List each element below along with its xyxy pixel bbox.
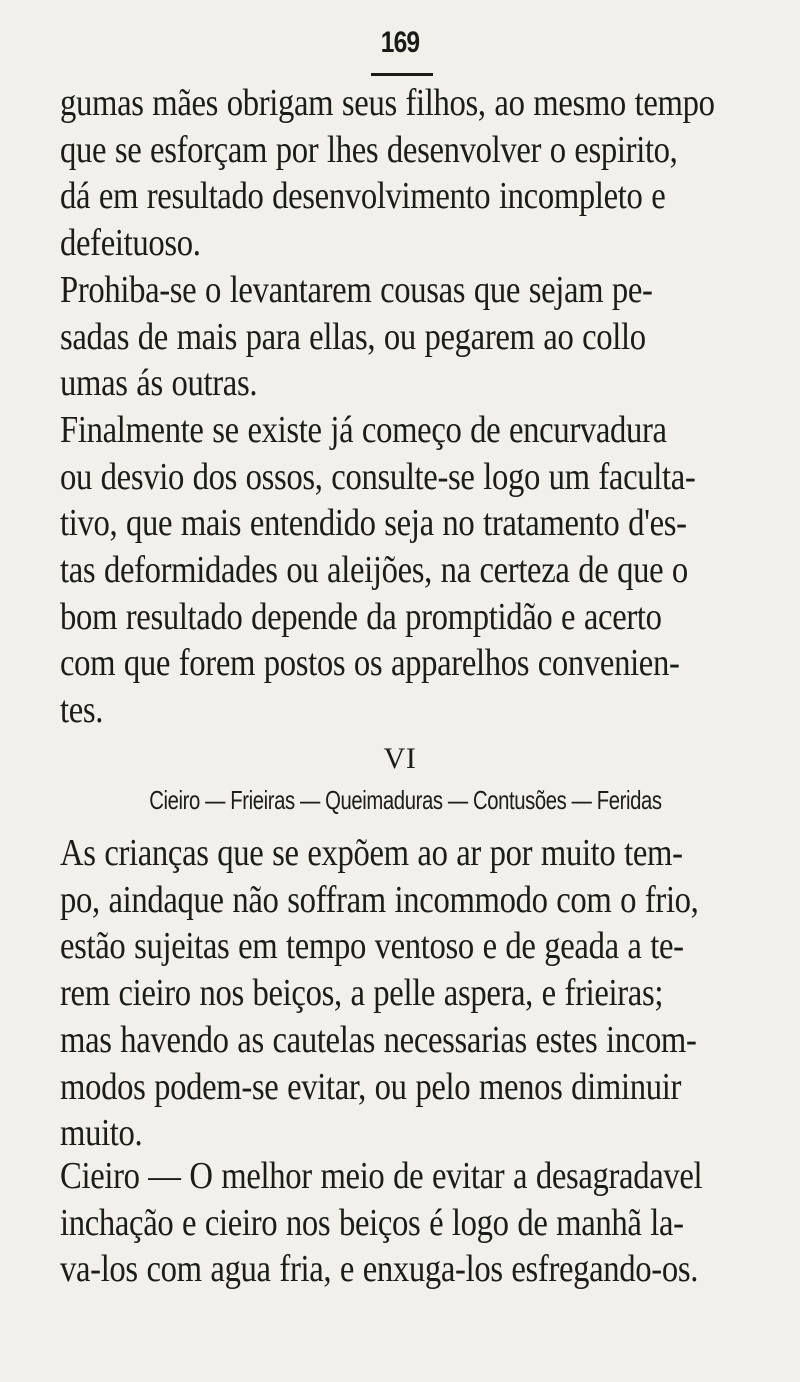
text-line: mas havendo as cautelas necessarias estes incom- bbox=[60, 1018, 697, 1061]
text-line: sadas de mais para ellas, ou pegarem ao collo bbox=[60, 315, 646, 358]
paragraph-finalmente bbox=[60, 407, 750, 734]
section-subtitle: Cieiro — Frieiras — Queimaduras — Contusões — Feridas bbox=[148, 785, 662, 815]
text-line: defeituoso. bbox=[60, 222, 201, 265]
text-line: Cieiro — O melhor meio de evitar a desagradavel bbox=[60, 1155, 703, 1197]
paragraph-prohiba bbox=[60, 267, 750, 407]
text-line: Finalmente se existe já começo de encurvadura bbox=[60, 408, 667, 451]
paragraph-children-block bbox=[60, 830, 750, 1157]
text-line: va-los com agua fria, e enxuga-los esfregando-os. bbox=[60, 1248, 699, 1291]
paragraph-continuation bbox=[60, 80, 750, 267]
text-block-top bbox=[60, 80, 750, 734]
text-line: tas deformidades ou aleijões, na certeza de que o bbox=[60, 549, 688, 592]
text-line: Prohiba-se o levantarem cousas que sejam pe- bbox=[60, 268, 653, 311]
text-line: As crianças que se expõem ao ar por muito tem- bbox=[60, 832, 683, 874]
text-line: rem cieiro nos beiços, a pelle aspera, e frieiras; bbox=[60, 972, 664, 1015]
text-line: bom resultado depende da promptidão e acerto bbox=[60, 595, 662, 638]
section-heading: VI bbox=[383, 742, 417, 775]
text-line: dá em resultado desenvolvimento incompleto e bbox=[60, 175, 666, 218]
paragraph-cieiro bbox=[60, 1153, 750, 1293]
paragraph-children bbox=[60, 830, 750, 1157]
paragraph-cieiro-block bbox=[60, 1153, 750, 1293]
page-number: 169 bbox=[380, 26, 420, 59]
text-line: ou desvio dos ossos, consulte-se logo um faculta- bbox=[60, 455, 696, 498]
text-line: tes. bbox=[60, 689, 104, 732]
text-line: muito. bbox=[60, 1112, 143, 1155]
text-line: modos podem-se evitar, ou pelo menos diminuir bbox=[60, 1065, 682, 1108]
text-line: inchação e cieiro nos beiços é logo de manhã la- bbox=[60, 1201, 684, 1244]
text-line: que se esforçam por lhes desenvolver o espirito, bbox=[60, 128, 678, 171]
text-line: tivo, que mais entendido seja no tratamento d'es- bbox=[60, 502, 687, 545]
text-line: po, aindaque não soffram incommodo com o frio, bbox=[60, 878, 699, 921]
text-line: com que forem postos os apparelhos convenien- bbox=[60, 642, 680, 685]
page-number-rule bbox=[371, 73, 433, 76]
text-line: gumas mães obrigam seus filhos, ao mesmo tempo bbox=[60, 82, 715, 124]
text-line: umas ás outras. bbox=[60, 362, 258, 405]
text-line: estão sujeitas em tempo ventoso e de geada a te- bbox=[60, 925, 684, 968]
